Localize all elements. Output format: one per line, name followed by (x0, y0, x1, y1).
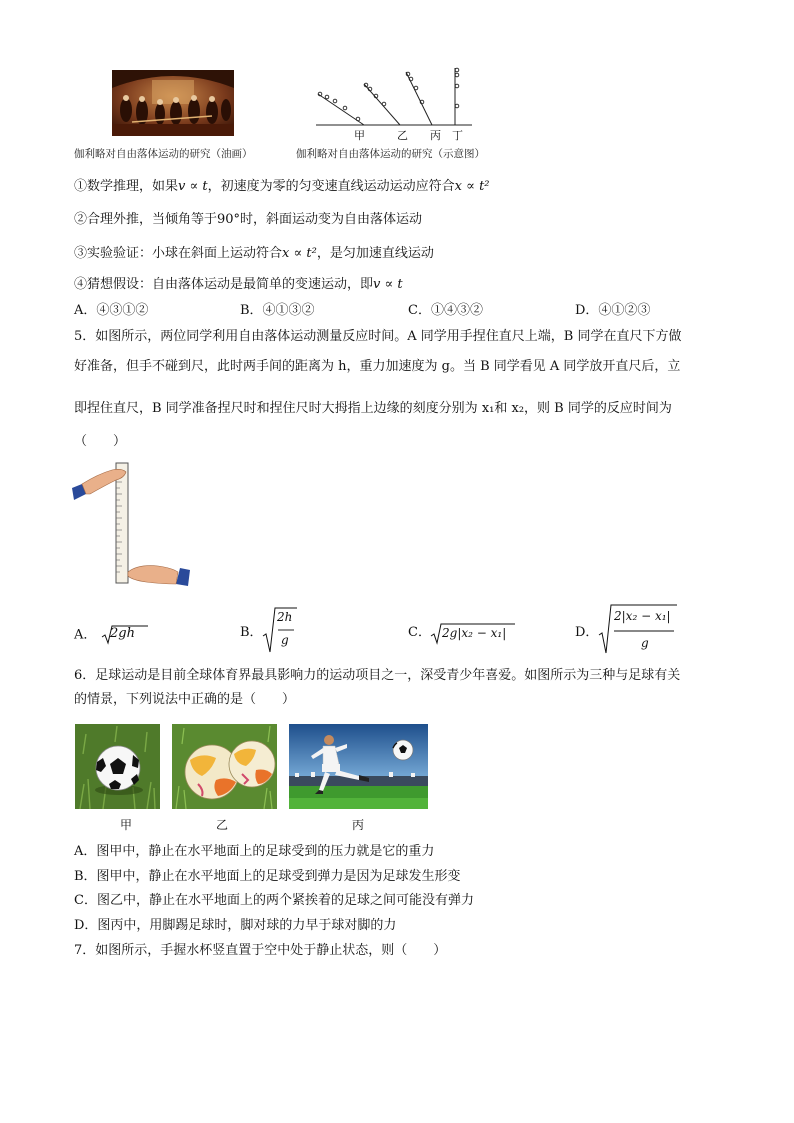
q5-option-d (575, 624, 598, 642)
q5-option-c-radicand: 2g|x₂ − x₁| (442, 626, 507, 640)
q4-statement-4 (74, 276, 403, 294)
q4-s1-formula-v: v ∝ t (178, 179, 208, 194)
q4-s1-mid: ，初速度为零的匀变速直线运动运动应符合 (207, 179, 455, 194)
galileo-painting (112, 70, 234, 136)
diagram-label-yi: 乙 (397, 129, 408, 142)
q5-option-b-label: B． (240, 625, 263, 640)
painting-caption: 伽利略对自由落体运动的研究（油画） (74, 148, 253, 160)
q5-option-b-denominator: g (281, 633, 289, 647)
q6-option-b: B．图甲中，静止在水平地面上的足球受到弹力是因为足球发生形变 (74, 869, 461, 884)
q4-s3-post: ，是匀加速直线运动 (316, 246, 434, 261)
q4-s1-formula-x: x ∝ t² (454, 179, 490, 194)
q6-text-line-2: 的情景，下列说法中正确的是（ ） (74, 692, 296, 707)
q4-option-c: C．①④③② (408, 303, 483, 318)
q5-option-a-radicand: 2gh (110, 626, 135, 641)
q4-option-b: B．④①③② (240, 303, 315, 318)
q5-option-b-numerator: 2h (277, 610, 293, 624)
q5-text-line-4: （ ） (74, 434, 127, 449)
football-on-grass-image (75, 724, 160, 809)
q6-image-label-yi: 乙 (216, 818, 229, 832)
q6-option-c: C．图乙中，静止在水平地面上的两个紧挨着的足球之间可能没有弹力 (74, 893, 474, 908)
diagram-caption: 伽利略对自由落体运动的研究（示意图） (296, 148, 485, 160)
q7-text-line-1: 7．如图所示，手握水杯竖直置于空中处于静止状态，则（ ） (74, 943, 447, 958)
q4-statement-1 (74, 178, 490, 196)
diagram-label-bing: 丙 (430, 129, 441, 142)
q6-option-a: A．图甲中，静止在水平地面上的足球受到的压力就是它的重力 (74, 844, 435, 859)
q4-option-a: A．④③①② (74, 303, 149, 318)
two-footballs-image (172, 724, 277, 809)
q4-s4-pre: ④猜想假设：自由落体运动是最简单的变速运动，即 (74, 277, 374, 292)
diagram-label-ding: 丁 (452, 129, 463, 142)
q4-s3-pre: ③实验验证：小球在斜面上运动符合 (74, 246, 283, 261)
q5-option-c-label: C． (408, 625, 431, 640)
q4-statement-3 (74, 245, 434, 263)
q6-image-label-jia: 甲 (120, 818, 133, 832)
q4-s1-pre: ①数学推理，如果 (74, 179, 179, 194)
q5-option-b (240, 624, 263, 642)
q4-s4-formula: v ∝ t (373, 277, 403, 292)
q5-text-line-1: 5．如图所示，两位同学利用自由落体运动测量反应时间。A 同学用手捏住直尺上端，B 同学在直尺下方做 (74, 329, 682, 344)
q5-option-d-denominator: g (641, 636, 649, 650)
q5-text-line-2: 好准备，但手不碰到尺，此时两手间的距离为 h，重力加速度为 g。当 B 同学看见 A 同学放开直尺后，立 (74, 359, 681, 374)
q5-option-c (408, 624, 431, 642)
q6-image-label-bing: 丙 (352, 818, 365, 832)
q5-text-line-3: 即捏住直尺，B 同学准备捏尺时和捏住尺时大拇指上边缘的刻度分别为 x₁和 x₂，则 B 同学的反应时间为 (74, 401, 672, 416)
q4-option-d: D．④①②③ (575, 303, 651, 318)
diagram-label-jia: 甲 (354, 129, 365, 142)
q6-option-d: D．图丙中，用脚踢足球时，脚对球的力早于球对脚的力 (74, 918, 397, 933)
player-kicking-image (289, 724, 428, 809)
q5-option-d-label: D． (575, 625, 599, 640)
q4-s3-formula: x ∝ t² (282, 246, 317, 261)
q6-text-line-1: 6．足球运动是目前全球体育界最具影响力的运动项目之一，深受青少年喜爱。如图所示为三种与足球有关 (74, 668, 681, 683)
ruler-hands-figure (72, 460, 190, 592)
q4-statement-2: ②合理外推，当倾角等于90°时，斜面运动变为自由落体运动 (74, 212, 423, 227)
q5-option-a-label: A． (74, 627, 97, 643)
q5-option-d-numerator: 2|x₂ − x₁| (614, 609, 671, 623)
